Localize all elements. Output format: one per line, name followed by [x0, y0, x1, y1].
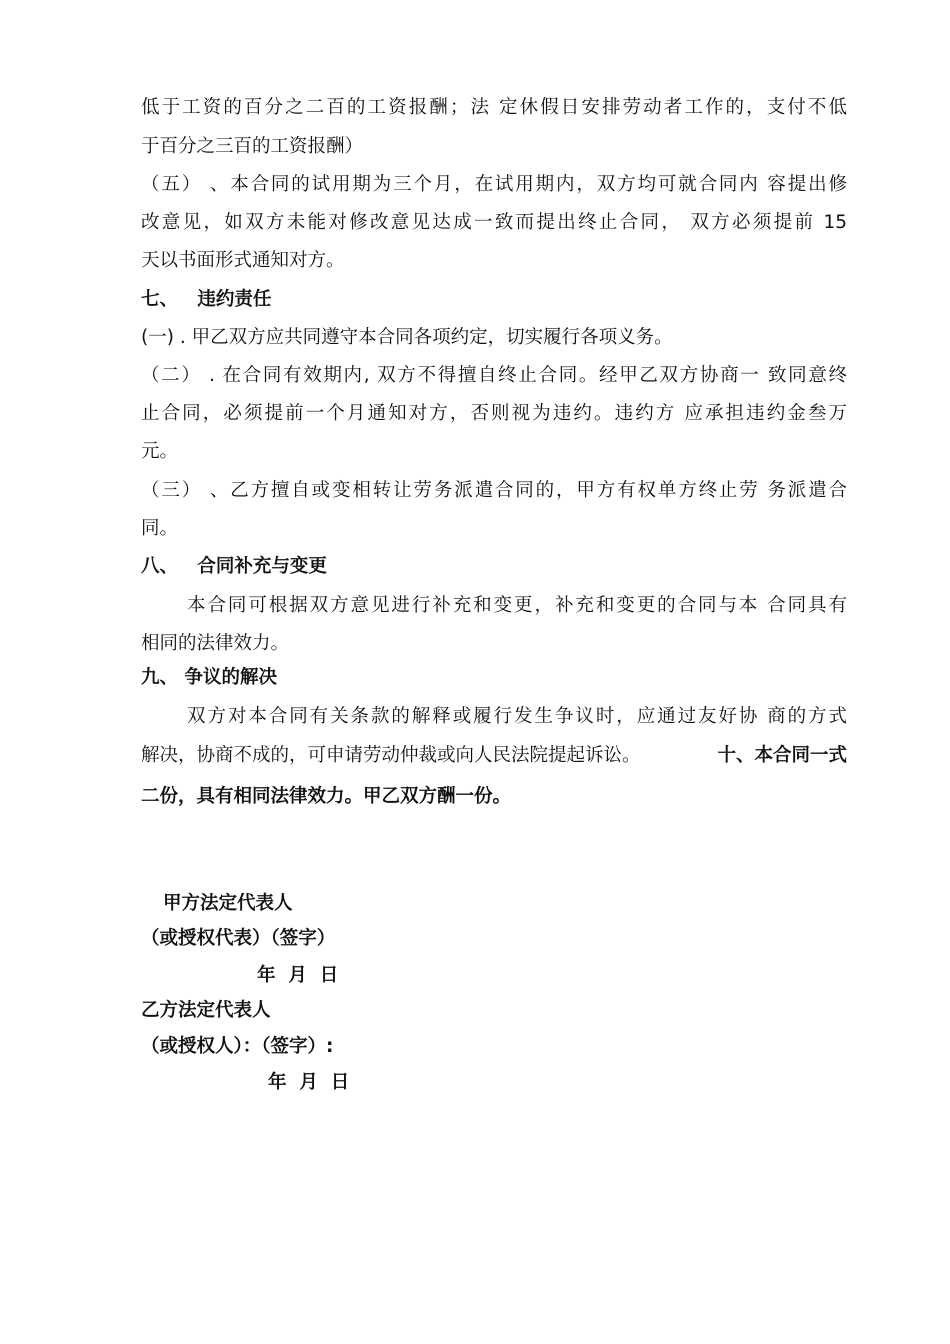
party-a-signature-line: （或授权代表）（签字）	[141, 928, 336, 949]
party-b-title: 乙方法定代表人	[141, 1000, 271, 1021]
section-9-body-line: 双方对本合同有关条款的解释或履行发生争议时，应通过友好协 商的方式	[187, 706, 847, 727]
body-line: 相同的法律效力。	[141, 633, 290, 654]
clause-5-line: （五） 、本合同的试用期为三个月，在试用期内，双方均可就合同内 容提出修	[141, 174, 847, 195]
party-b-date: 年 月 日	[268, 1072, 350, 1093]
section-7-heading: 七、 违约责任	[141, 289, 272, 310]
body-line: 天以书面形式通知对方。	[141, 250, 345, 271]
section-10-body: 二份，具有相同法律效力。甲乙双方酬一份。	[141, 786, 512, 807]
body-line: 于百分之三百的工资报酬）	[141, 136, 364, 157]
body-line: 元。	[141, 441, 179, 462]
section-10-heading: 十、本合同一式	[717, 745, 847, 766]
clause-7-1-line: (一) . 甲乙双方应共同遵守本合同各项约定，切实履行各项义务。	[141, 327, 673, 348]
party-a-date: 年 月 日	[257, 965, 339, 986]
section-8-heading: 八、 合同补充与变更	[141, 556, 327, 577]
body-line: 低于工资的百分之二百的工资报酬；法 定休假日安排劳动者工作的，支付不低	[141, 97, 847, 118]
section-8-body-line: 本合同可根据双方意见进行补充和变更，补充和变更的合同与本 合同具有	[187, 595, 847, 616]
body-text: 解决，协商不成的，可申请劳动仲裁或向人民法院提起诉讼。	[141, 745, 641, 766]
section-9-closing-line	[141, 744, 847, 768]
body-line: 止合同，必须提前一个月通知对方，否则视为违约。违约方 应承担违约金叁万	[141, 403, 847, 424]
clause-7-2-line: （二） . 在合同有效期内, 双方不得擅自终止合同。经甲乙双方协商一 致同意终	[141, 365, 847, 386]
body-line: 同。	[141, 518, 179, 539]
body-line: 改意见，如双方未能对修改意见达成一致而提出终止合同， 双方必须提前 15	[141, 212, 847, 233]
party-b-signature-line: （或授权人）：（签字）:	[141, 1036, 334, 1057]
party-a-title: 甲方法定代表人	[163, 893, 293, 914]
section-9-heading: 九、 争议的解决	[141, 667, 277, 688]
clause-7-3-line: （三） 、乙方擅自或变相转让劳务派遣合同的，甲方有权单方终止劳 务派遣合	[141, 480, 847, 501]
